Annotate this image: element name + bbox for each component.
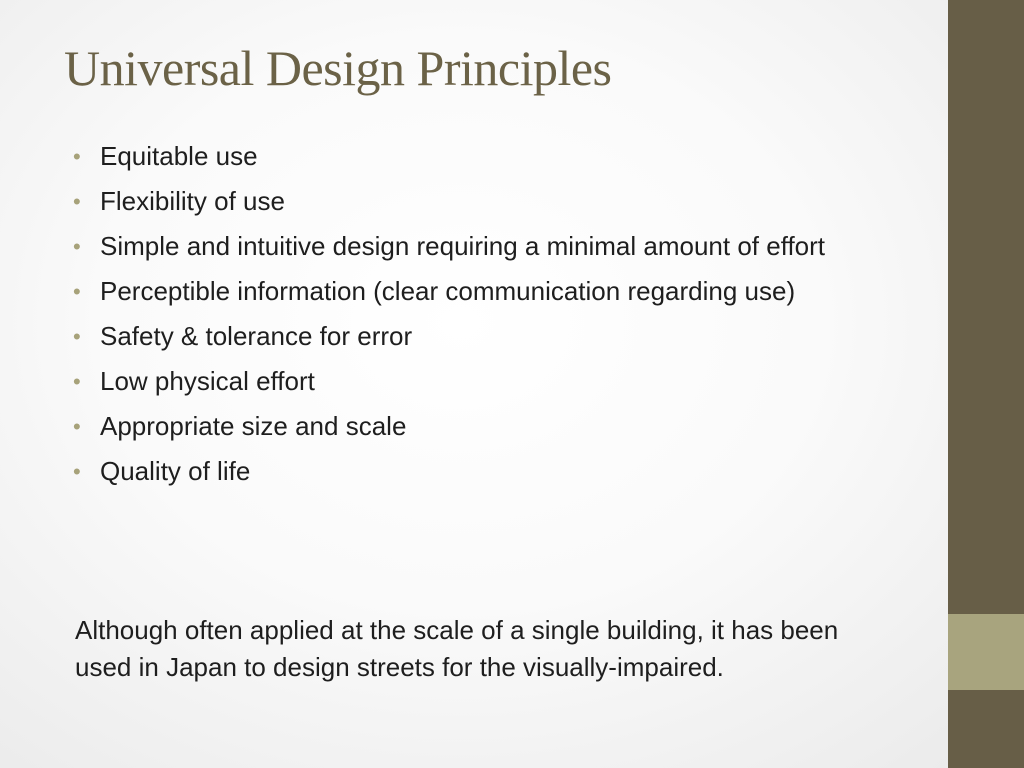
bullet-list [72, 138, 892, 498]
bullet-item [72, 183, 892, 220]
bullet-item [72, 138, 892, 175]
bullet-dot-icon: • [73, 369, 81, 394]
body-paragraph: Although often applied at the scale of a single building, it has been used in Japan to design streets for the visually-impaired. [75, 615, 839, 682]
bullet-text: Low physical effort [100, 366, 315, 396]
bullet-dot-icon: • [73, 189, 81, 214]
bullet-item [72, 318, 892, 355]
bullet-text: Equitable use [100, 141, 258, 171]
bullet-text: Simple and intuitive design requiring a minimal amount of effort [100, 231, 826, 261]
bullet-item [72, 363, 892, 400]
bullet-text: Quality of life [100, 456, 251, 486]
bullet-item [72, 228, 892, 265]
bullet-text: Safety & tolerance for error [100, 321, 413, 351]
bullet-dot-icon: • [73, 279, 81, 304]
bullet-item [72, 408, 892, 445]
bullet-dot-icon: • [73, 324, 81, 349]
slide-title: Universal Design Principles [64, 40, 612, 96]
bullet-dot-icon: • [73, 234, 81, 259]
bullet-text: Perceptible information (clear communication regarding use) [100, 276, 796, 306]
bullet-text: Flexibility of use [100, 186, 285, 216]
bullet-dot-icon: • [73, 414, 81, 439]
bullet-item [72, 453, 892, 490]
bullet-item [72, 273, 892, 310]
bullet-dot-icon: • [73, 144, 81, 169]
bullet-text: Appropriate size and scale [100, 411, 407, 441]
decorative-sidebar-accent [948, 614, 1024, 690]
bullet-dot-icon: • [73, 459, 81, 484]
